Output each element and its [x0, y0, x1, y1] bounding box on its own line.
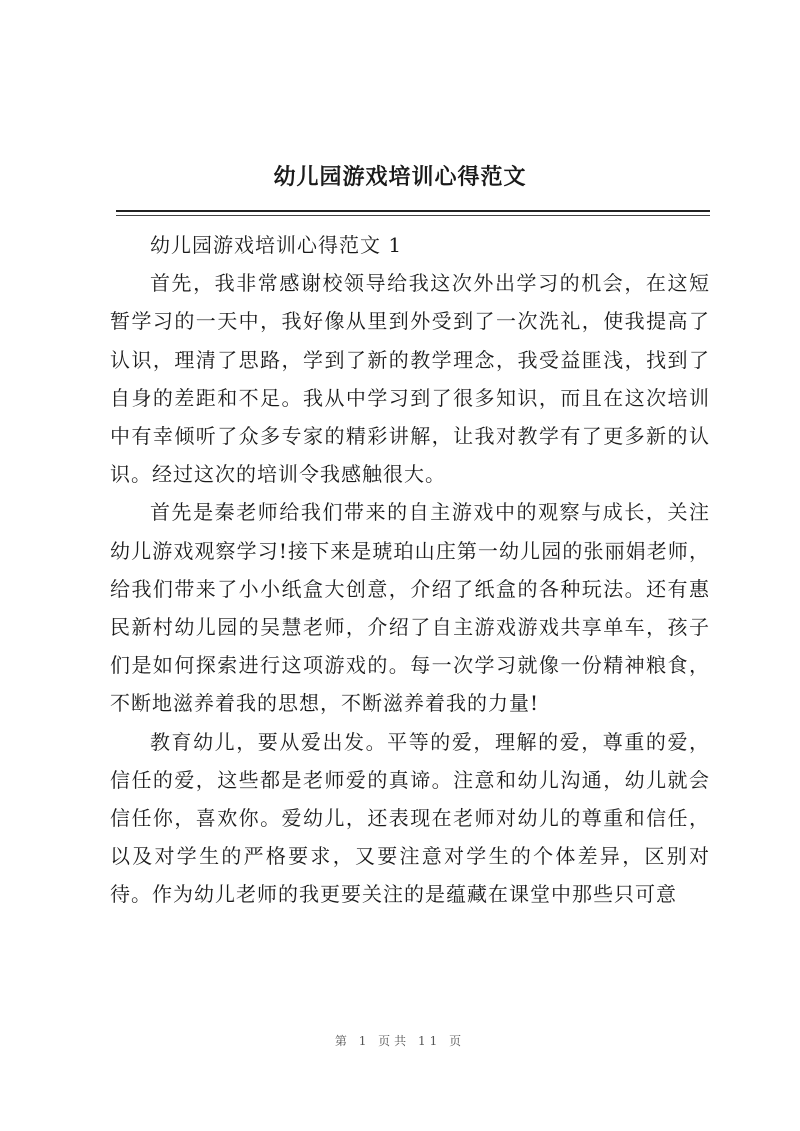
title-divider-thin: [116, 215, 710, 216]
paragraph-2: 首先是秦老师给我们带来的自主游戏中的观察与成长，关注幼儿游戏观察学习!接下来是琥珀山庄第一幼儿园的张丽娟老师，给我们带来了小小纸盒大创意，介绍了纸盒的各种玩法。还有惠民新村幼儿园的吴慧老师，介绍了自主游戏游戏共享单车，孩子们是如何探索进行这项游戏的。每一次学习就像一份精神粮食，不断地滋养着我的思想，不断滋养着我的力量!: [110, 500, 710, 716]
section-heading: 幼儿园游戏培训心得范文 1: [150, 233, 403, 257]
paragraph-3: 教育幼儿，要从爱出发。平等的爱，理解的爱，尊重的爱，信任的爱，这些都是老师爱的真谛。注意和幼儿沟通，幼儿就会信任你，喜欢你。爱幼儿，还表现在老师对幼儿的尊重和信任，以及对学生的严格要求，又要注意对学生的个体差异，区别对待。作为幼儿老师的我更要关注的是蕴藏在课堂中那些只可意: [110, 729, 710, 907]
page-number-footer: 第 1 页共 11 页: [334, 1034, 466, 1048]
title-divider-thick: [116, 210, 710, 212]
paragraph-1: 首先，我非常感谢校领导给我这次外出学习的机会，在这短暂学习的一天中，我好像从里到外受到了一次洗礼，使我提高了认识，理清了思路，学到了新的教学理念，我受益匪浅，找到了自身的差距和不足。我从中学习到了很多知识，而且在这次培训中有幸倾听了众多专家的精彩讲解，让我对教学有了更多新的认识。经过这次的培训令我感触很大。: [110, 271, 710, 487]
document-title: 幼儿园游戏培训心得范文: [273, 164, 527, 190]
document-body: [110, 226, 710, 914]
